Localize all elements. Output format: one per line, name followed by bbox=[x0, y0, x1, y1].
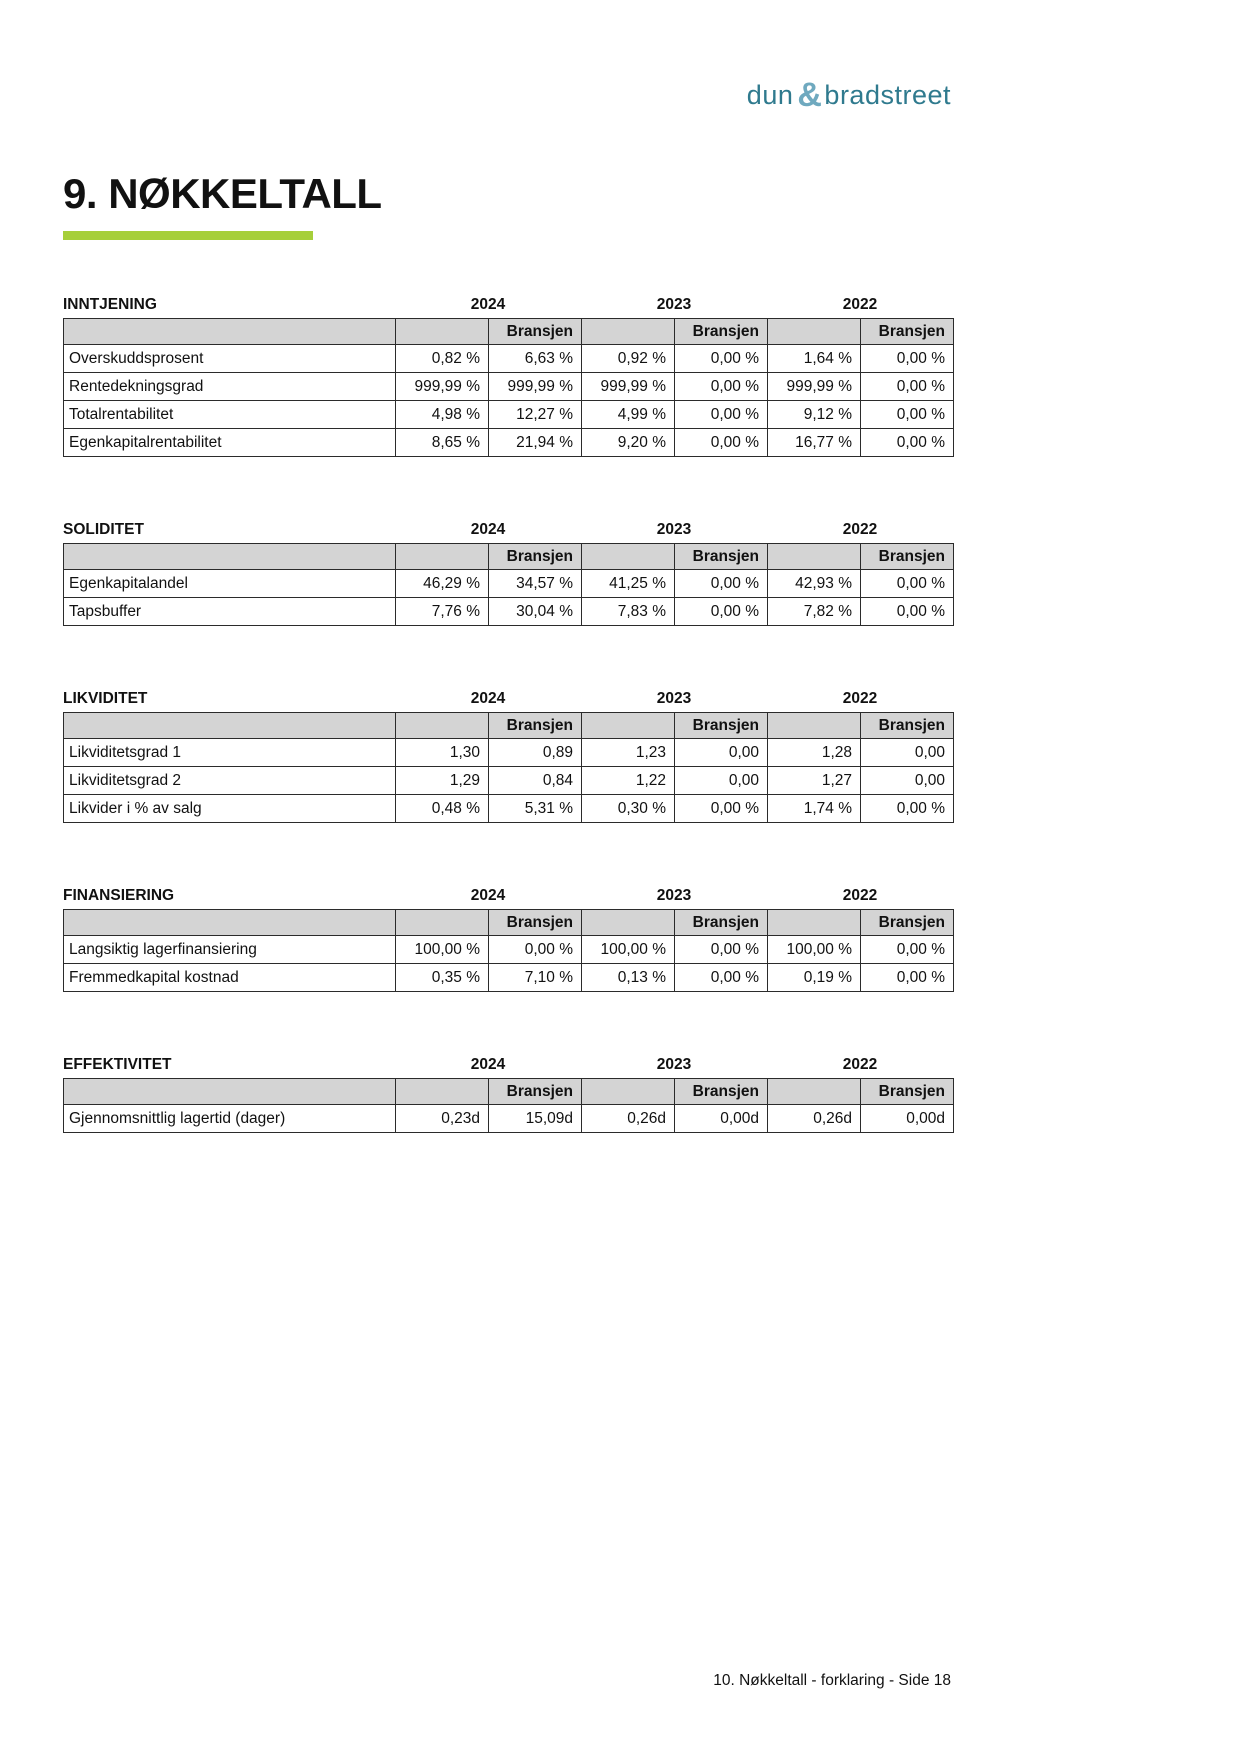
year-label: 2024 bbox=[470, 296, 506, 313]
header-empty-cell bbox=[396, 544, 489, 570]
table-body bbox=[64, 713, 954, 823]
value-cell: 34,57 % bbox=[489, 570, 582, 598]
value-cell: 46,29 % bbox=[396, 570, 489, 598]
header-bransjen-cell: Bransjen bbox=[675, 319, 768, 345]
header-empty-cell bbox=[396, 713, 489, 739]
value-cell: 1,27 bbox=[768, 767, 861, 795]
page-footer: 10. Nøkkeltall - forklaring - Side 18 bbox=[713, 1672, 951, 1689]
table-row bbox=[64, 570, 954, 598]
value-cell: 7,83 % bbox=[582, 598, 675, 626]
section-title: EFFEKTIVITET bbox=[63, 1056, 172, 1073]
header-empty-cell bbox=[582, 544, 675, 570]
year-label: 2024 bbox=[470, 521, 506, 538]
value-cell: 0,00 % bbox=[675, 373, 768, 401]
value-cell: 8,65 % bbox=[396, 429, 489, 457]
table-row bbox=[64, 936, 954, 964]
year-row bbox=[63, 1048, 953, 1074]
year-label: 2022 bbox=[842, 887, 878, 904]
value-cell: 0,00 % bbox=[675, 964, 768, 992]
header-empty-cell bbox=[582, 910, 675, 936]
year-label: 2024 bbox=[470, 887, 506, 904]
value-cell: 0,00 % bbox=[861, 964, 954, 992]
value-cell: 999,99 % bbox=[489, 373, 582, 401]
value-cell: 0,13 % bbox=[582, 964, 675, 992]
value-cell: 999,99 % bbox=[582, 373, 675, 401]
header-empty-cell bbox=[582, 713, 675, 739]
header-bransjen-cell: Bransjen bbox=[861, 910, 954, 936]
value-cell: 0,00 % bbox=[675, 936, 768, 964]
header-empty-cell bbox=[582, 319, 675, 345]
header-bransjen-cell: Bransjen bbox=[489, 910, 582, 936]
kpi-table bbox=[63, 318, 954, 457]
kpi-table bbox=[63, 712, 954, 823]
table-body bbox=[64, 544, 954, 626]
value-cell: 4,98 % bbox=[396, 401, 489, 429]
header-empty-cell bbox=[768, 1079, 861, 1105]
header-bransjen-cell: Bransjen bbox=[861, 713, 954, 739]
row-label: Likviditetsgrad 2 bbox=[64, 767, 396, 795]
year-row bbox=[63, 288, 953, 314]
year-row bbox=[63, 879, 953, 905]
section-title: LIKVIDITET bbox=[63, 690, 148, 707]
header-empty-cell bbox=[396, 910, 489, 936]
page-title: 9. NØKKELTALL bbox=[63, 170, 382, 217]
section-title: INNTJENING bbox=[63, 296, 157, 313]
year-label: 2022 bbox=[842, 521, 878, 538]
table-header-row bbox=[64, 713, 954, 739]
header-label-cell bbox=[64, 713, 396, 739]
header-bransjen-cell: Bransjen bbox=[489, 319, 582, 345]
table-header-row bbox=[64, 544, 954, 570]
header-label-cell bbox=[64, 910, 396, 936]
value-cell: 0,30 % bbox=[582, 795, 675, 823]
header-bransjen-cell: Bransjen bbox=[861, 1079, 954, 1105]
value-cell: 0,00 % bbox=[861, 795, 954, 823]
value-cell: 0,00 % bbox=[675, 795, 768, 823]
year-label: 2022 bbox=[842, 690, 878, 707]
table-header-row bbox=[64, 1079, 954, 1105]
header-empty-cell bbox=[768, 713, 861, 739]
header-bransjen-cell: Bransjen bbox=[675, 713, 768, 739]
header-bransjen-cell: Bransjen bbox=[489, 544, 582, 570]
table-row bbox=[64, 345, 954, 373]
value-cell: 42,93 % bbox=[768, 570, 861, 598]
logo-word-bradstreet: bradstreet bbox=[824, 80, 951, 110]
value-cell: 0,00 % bbox=[675, 401, 768, 429]
year-label: 2023 bbox=[656, 887, 692, 904]
header-empty-cell bbox=[768, 319, 861, 345]
value-cell: 0,00 % bbox=[861, 570, 954, 598]
header-empty-cell bbox=[768, 544, 861, 570]
header-bransjen-cell: Bransjen bbox=[861, 544, 954, 570]
table-header-row bbox=[64, 910, 954, 936]
row-label: Likvider i % av salg bbox=[64, 795, 396, 823]
value-cell: 100,00 % bbox=[582, 936, 675, 964]
year-label: 2023 bbox=[656, 1056, 692, 1073]
row-label: Fremmedkapital kostnad bbox=[64, 964, 396, 992]
value-cell: 0,00 % bbox=[861, 373, 954, 401]
value-cell: 0,00 bbox=[861, 739, 954, 767]
row-label: Egenkapitalandel bbox=[64, 570, 396, 598]
row-label: Overskuddsprosent bbox=[64, 345, 396, 373]
value-cell: 0,00 % bbox=[675, 345, 768, 373]
header-label-cell bbox=[64, 544, 396, 570]
table-body bbox=[64, 319, 954, 457]
value-cell: 0,00 % bbox=[861, 429, 954, 457]
year-label: 2023 bbox=[656, 690, 692, 707]
value-cell: 1,28 bbox=[768, 739, 861, 767]
table-section bbox=[63, 682, 953, 823]
kpi-table bbox=[63, 909, 954, 992]
table-row bbox=[64, 1105, 954, 1133]
row-label: Tapsbuffer bbox=[64, 598, 396, 626]
table-header-row bbox=[64, 319, 954, 345]
value-cell: 7,10 % bbox=[489, 964, 582, 992]
value-cell: 1,30 bbox=[396, 739, 489, 767]
value-cell: 7,76 % bbox=[396, 598, 489, 626]
dun-bradstreet-logo bbox=[747, 74, 951, 113]
value-cell: 0,00 % bbox=[861, 936, 954, 964]
value-cell: 4,99 % bbox=[582, 401, 675, 429]
value-cell: 0,26d bbox=[582, 1105, 675, 1133]
value-cell: 100,00 % bbox=[396, 936, 489, 964]
year-label: 2023 bbox=[656, 521, 692, 538]
value-cell: 1,23 bbox=[582, 739, 675, 767]
year-label: 2023 bbox=[656, 296, 692, 313]
value-cell: 1,22 bbox=[582, 767, 675, 795]
value-cell: 15,09d bbox=[489, 1105, 582, 1133]
year-label: 2024 bbox=[470, 690, 506, 707]
header-bransjen-cell: Bransjen bbox=[861, 319, 954, 345]
title-accent-bar bbox=[63, 231, 313, 240]
value-cell: 21,94 % bbox=[489, 429, 582, 457]
year-label: 2022 bbox=[842, 1056, 878, 1073]
value-cell: 12,27 % bbox=[489, 401, 582, 429]
row-label: Totalrentabilitet bbox=[64, 401, 396, 429]
value-cell: 41,25 % bbox=[582, 570, 675, 598]
value-cell: 0,23d bbox=[396, 1105, 489, 1133]
header-empty-cell bbox=[396, 1079, 489, 1105]
table-row bbox=[64, 964, 954, 992]
table-section bbox=[63, 513, 953, 626]
tables bbox=[63, 288, 953, 1189]
logo-word-dun: dun bbox=[746, 80, 794, 110]
value-cell: 0,00 bbox=[675, 767, 768, 795]
value-cell: 0,19 % bbox=[768, 964, 861, 992]
value-cell: 999,99 % bbox=[768, 373, 861, 401]
value-cell: 7,82 % bbox=[768, 598, 861, 626]
table-row bbox=[64, 795, 954, 823]
header-bransjen-cell: Bransjen bbox=[675, 544, 768, 570]
header-bransjen-cell: Bransjen bbox=[675, 910, 768, 936]
header-bransjen-cell: Bransjen bbox=[489, 1079, 582, 1105]
table-section bbox=[63, 288, 953, 457]
header-label-cell bbox=[64, 1079, 396, 1105]
value-cell: 9,12 % bbox=[768, 401, 861, 429]
year-row bbox=[63, 682, 953, 708]
value-cell: 1,29 bbox=[396, 767, 489, 795]
value-cell: 100,00 % bbox=[768, 936, 861, 964]
value-cell: 0,00 % bbox=[861, 598, 954, 626]
value-cell: 0,00 % bbox=[861, 401, 954, 429]
table-row bbox=[64, 598, 954, 626]
year-row bbox=[63, 513, 953, 539]
value-cell: 1,74 % bbox=[768, 795, 861, 823]
value-cell: 0,84 bbox=[489, 767, 582, 795]
header-bransjen-cell: Bransjen bbox=[489, 713, 582, 739]
kpi-table bbox=[63, 1078, 954, 1133]
row-label: Gjennomsnittlig lagertid (dager) bbox=[64, 1105, 396, 1133]
value-cell: 16,77 % bbox=[768, 429, 861, 457]
value-cell: 0,26d bbox=[768, 1105, 861, 1133]
table-row bbox=[64, 739, 954, 767]
value-cell: 0,92 % bbox=[582, 345, 675, 373]
value-cell: 0,00 bbox=[861, 767, 954, 795]
row-label: Egenkapitalrentabilitet bbox=[64, 429, 396, 457]
value-cell: 0,00d bbox=[675, 1105, 768, 1133]
table-row bbox=[64, 373, 954, 401]
value-cell: 0,89 bbox=[489, 739, 582, 767]
section-title: SOLIDITET bbox=[63, 521, 144, 538]
value-cell: 0,00d bbox=[861, 1105, 954, 1133]
header-empty-cell bbox=[396, 319, 489, 345]
header-empty-cell bbox=[582, 1079, 675, 1105]
value-cell: 0,00 % bbox=[675, 570, 768, 598]
header-empty-cell bbox=[768, 910, 861, 936]
table-body bbox=[64, 910, 954, 992]
value-cell: 0,35 % bbox=[396, 964, 489, 992]
value-cell: 0,00 % bbox=[861, 345, 954, 373]
value-cell: 999,99 % bbox=[396, 373, 489, 401]
value-cell: 0,48 % bbox=[396, 795, 489, 823]
row-label: Langsiktig lagerfinansiering bbox=[64, 936, 396, 964]
year-label: 2024 bbox=[470, 1056, 506, 1073]
table-section bbox=[63, 879, 953, 992]
header-label-cell bbox=[64, 319, 396, 345]
value-cell: 0,82 % bbox=[396, 345, 489, 373]
table-section bbox=[63, 1048, 953, 1133]
ampersand-icon: & bbox=[797, 76, 823, 114]
value-cell: 5,31 % bbox=[489, 795, 582, 823]
header-bransjen-cell: Bransjen bbox=[675, 1079, 768, 1105]
row-label: Likviditetsgrad 1 bbox=[64, 739, 396, 767]
value-cell: 30,04 % bbox=[489, 598, 582, 626]
table-row bbox=[64, 401, 954, 429]
value-cell: 9,20 % bbox=[582, 429, 675, 457]
table-row bbox=[64, 429, 954, 457]
value-cell: 0,00 % bbox=[489, 936, 582, 964]
table-body bbox=[64, 1079, 954, 1133]
value-cell: 1,64 % bbox=[768, 345, 861, 373]
value-cell: 0,00 % bbox=[675, 429, 768, 457]
value-cell: 0,00 bbox=[675, 739, 768, 767]
year-label: 2022 bbox=[842, 296, 878, 313]
kpi-table bbox=[63, 543, 954, 626]
row-label: Rentedekningsgrad bbox=[64, 373, 396, 401]
value-cell: 6,63 % bbox=[489, 345, 582, 373]
section-title: FINANSIERING bbox=[63, 887, 175, 904]
value-cell: 0,00 % bbox=[675, 598, 768, 626]
table-row bbox=[64, 767, 954, 795]
